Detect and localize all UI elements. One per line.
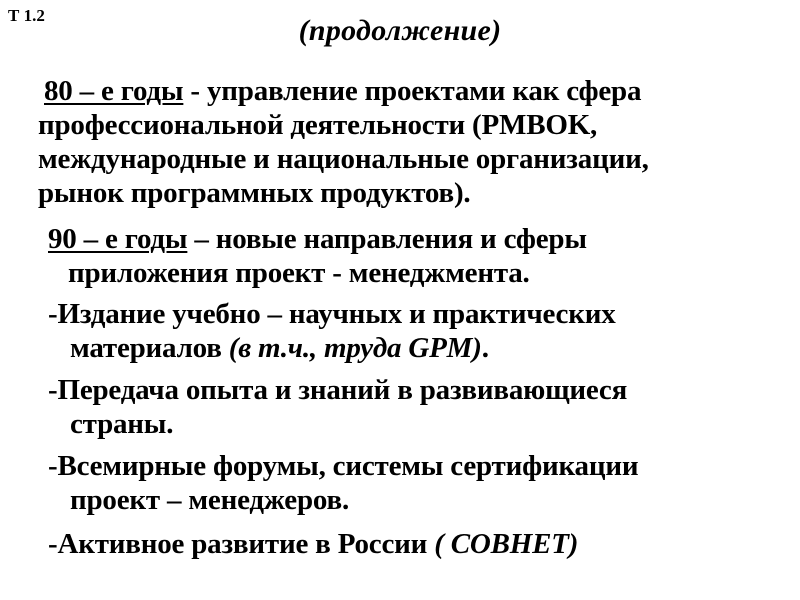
bullet-publications [48, 297, 788, 365]
paragraph-80s-text: управление проектами как сфера [206, 75, 642, 107]
slide-number-tag: Т 1.2 [8, 6, 45, 25]
bullet-publications-line-1: -Издание учебно – научных и практических [48, 298, 616, 330]
bullet-world-forums [48, 449, 788, 517]
paragraph-80s [38, 74, 800, 210]
bullet-publications-tail: . [481, 332, 489, 364]
bullet-publications-line-2 [48, 331, 788, 365]
paragraph-90s-text: – новые направления и сферы [187, 223, 587, 255]
paragraph-80s-line-2: профессиональной деятельности (PMBOK, [38, 109, 598, 141]
period-80s-label: 80 – е годы [44, 75, 184, 107]
paragraph-90s-line-1 [48, 222, 788, 256]
period-90s-label: 90 – е годы [48, 223, 188, 255]
bullet-experience-line-1: -Передача опыта и знаний в развивающиеся [48, 374, 628, 406]
bullet-forums-line-2: проект – менеджеров. [70, 484, 349, 516]
paragraph-80s-line-1 [38, 74, 800, 108]
bullet-forums-line-1: -Всемирные форумы, системы сертификации [48, 450, 639, 482]
bullet-russia-italic: ( СОВНЕТ) [434, 528, 579, 560]
paragraph-90s-line-2: приложения проект - менеджмента. [68, 257, 530, 289]
bullet-publications-italic: (в т.ч., труда GPM) [228, 332, 482, 364]
bullet-russia-development [48, 527, 788, 561]
paragraph-80s-line-3: международные и национальные организации, [38, 143, 649, 175]
bullet-experience-transfer [48, 373, 788, 441]
paragraph-90s [48, 222, 788, 290]
bullet-russia-line-1 [48, 527, 788, 561]
bullet-russia-text: -Активное развитие в России [48, 528, 435, 560]
paragraph-80s-line-4: рынок программных продуктов). [38, 177, 471, 209]
slide-subtitle: (продолжение) [298, 14, 502, 47]
dash: - [190, 75, 200, 107]
bullet-experience-line-2: страны. [70, 408, 174, 440]
bullet-publications-text: материалов [70, 332, 229, 364]
